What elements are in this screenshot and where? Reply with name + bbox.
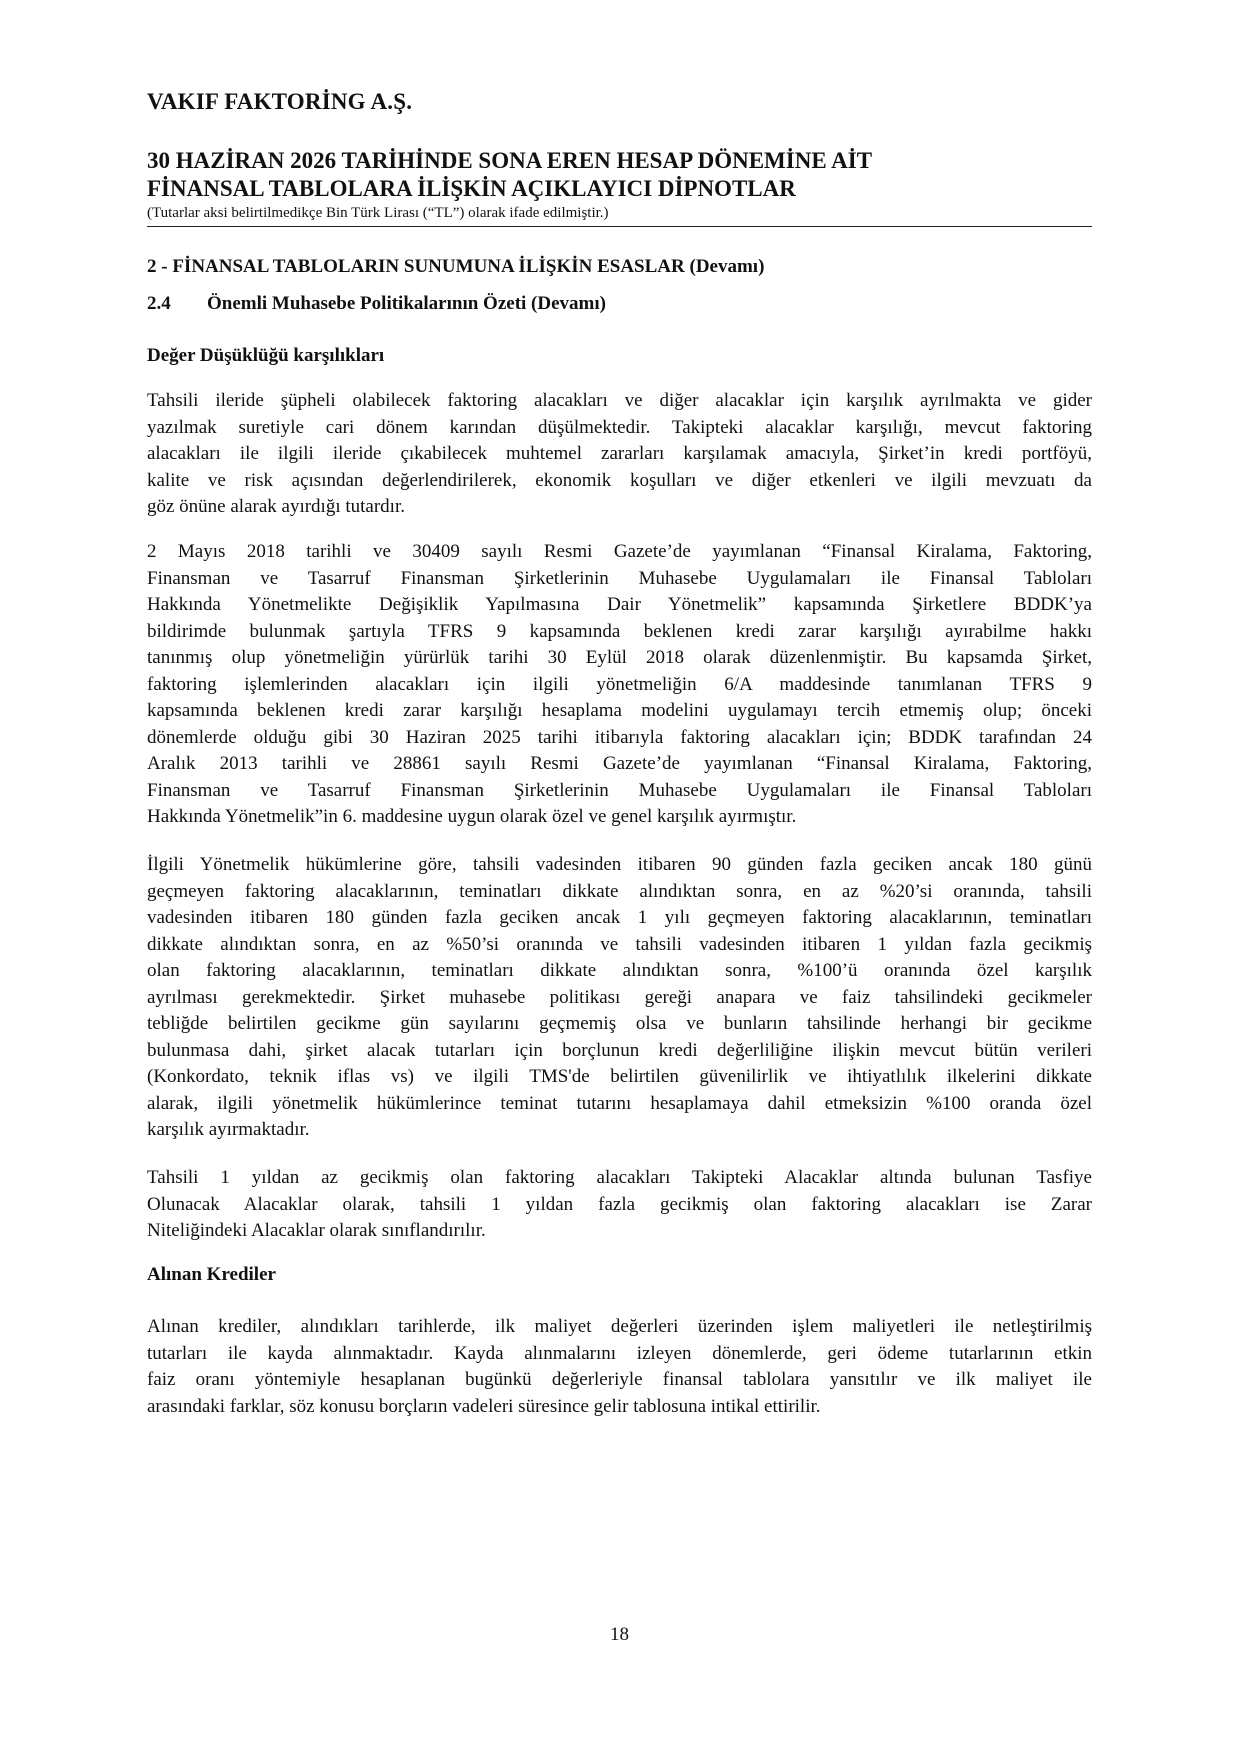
- paragraph-line: 2 Mayıs 2018 tarihli ve 30409 sayılı Resmi Gazete’de yayımlanan “Finansal Kiralama, Faktoring,: [147, 541, 1092, 562]
- paragraph-line: faiz oranı yöntemiyle hesaplanan bugünkü değerleriyle finansal tablolara yansıtılır ve ilk maliyet ile: [147, 1369, 1092, 1390]
- paragraph-line: Alınan krediler, alındıkları tarihlerde, ilk maliyet değerleri üzerinden işlem maliyetleri ile netleştirilmiş: [147, 1316, 1092, 1337]
- paragraph-line: İlgili Yönetmelik hükümlerine göre, tahsili vadesinden itibaren 90 günden fazla geciken ancak 180 günü: [147, 854, 1092, 875]
- paragraph-line: karşılık ayırmaktadır.: [147, 1119, 310, 1140]
- paragraph-line: Hakkında Yönetmelikte Değişiklik Yapılmasına Dair Yönetmelik” kapsamında Şirketlere BDDK’ya: [147, 594, 1092, 615]
- report-title-line2: FİNANSAL TABLOLARA İLİŞKİN AÇIKLAYICI DİPNOTLAR: [147, 176, 796, 201]
- paragraph-line: Tahsili 1 yıldan az gecikmiş olan faktoring alacakları Takipteki Alacaklar altında bulunan Tasfiye: [147, 1167, 1092, 1188]
- subsection-number: 2.4: [147, 293, 171, 314]
- paragraph-line: dikkate alındıktan sonra, en az %50’si oranında ve tahsili vadesinden itibaren 1 yıldan fazla gecikmiş: [147, 933, 1092, 955]
- paragraph-line: Aralık 2013 tarihli ve 28861 sayılı Resmi Gazete’de yayımlanan “Finansal Kiralama, Faktoring,: [147, 753, 1092, 774]
- loans-paragraph-1: [147, 1314, 1092, 1420]
- paragraph-line: Finansman ve Tasarruf Finansman Şirketlerinin Muhasebe Uygulamaları ile Finansal Tabloları: [147, 567, 1092, 589]
- paragraph-line: (Konkordato, teknik iflas vs) ve ilgili TMS'de belirtilen güvenilirlik ve ihtiyatlılık ilkelerini dikkate: [147, 1066, 1092, 1087]
- impairment-paragraph-4: [147, 1165, 1092, 1245]
- report-title-line1: 30 HAZİRAN 2026 TARİHİNDE SONA EREN HESAP DÖNEMİNE AİT: [147, 148, 873, 173]
- paragraph-line: Hakkında Yönetmelik”in 6. maddesine uygun olarak özel ve genel karşılık ayırmıştır.: [147, 806, 797, 827]
- paragraph-line: tebliğde belirtilen gecikme gün sayılarını geçmemiş olsa ve bunların tahsilinde herhangi bir gecikme: [147, 1013, 1092, 1034]
- page-number: 18: [610, 1624, 629, 1645]
- paragraph-line: dönemlerde olduğu gibi 30 Haziran 2025 tarihi itibarıyla faktoring alacakları için; BDDK tarafından 24: [147, 726, 1092, 748]
- paragraph-line: bulunmasa dahi, şirket alacak tutarları için borçlunun kredi değerliliğine ilişkin mevcut bütün verileri: [147, 1039, 1092, 1061]
- subsection-label: Önemli Muhasebe Politikalarının Özeti (Devamı): [207, 293, 606, 314]
- paragraph-line: vadesinden itibaren 180 günden fazla geciken ancak 1 yılı geçmeyen faktoring alacaklarının, teminatları: [147, 907, 1092, 928]
- impairment-paragraph-1: [147, 388, 1092, 521]
- impairment-paragraph-3: [147, 852, 1092, 1144]
- impairment-heading: Değer Düşüklüğü karşılıkları: [147, 345, 385, 366]
- paragraph-line: Niteliğindeki Alacaklar olarak sınıflandırılır.: [147, 1220, 486, 1241]
- paragraph-line: Finansman ve Tasarruf Finansman Şirketlerinin Muhasebe Uygulamaları ile Finansal Tabloları: [147, 779, 1092, 801]
- paragraph-line: kalite ve risk açısından değerlendirilerek, ekonomik koşulları ve diğer etkenleri ve ilgili mevzuatı da: [147, 469, 1092, 491]
- paragraph-line: Tahsili ileride şüpheli olabilecek faktoring alacakları ve diğer alacaklar için karşılık ayrılmakta ve gider: [147, 390, 1092, 411]
- paragraph-line: kapsamında beklenen kredi zarar karşılığı hesaplama modelini uygulamayı tercih etmemiş olup; önceki: [147, 700, 1092, 721]
- loans-heading: Alınan Krediler: [147, 1264, 276, 1285]
- paragraph-line: ayrılması gerekmektedir. Şirket muhasebe politikası gereği anapara ve faiz tahsilindeki gecikmeler: [147, 986, 1092, 1008]
- currency-note: (Tutarlar aksi belirtilmedikçe Bin Türk Lirası (“TL”) olarak ifade edilmiştir.): [147, 205, 609, 221]
- paragraph-line: faktoring işlemlerinden alacakları için ilgili yönetmeliğin 6/A maddesinde tanımlanan TFRS 9: [147, 673, 1092, 695]
- paragraph-line: Olunacak Alacaklar olarak, tahsili 1 yıldan fazla gecikmiş olan faktoring alacakları ise Zarar: [147, 1193, 1092, 1215]
- paragraph-line: alacakları ile ilgili ileride çıkabilecek muhtemel zararları karşılamak amacıyla, Şirket’in kredi portföyü,: [147, 443, 1092, 464]
- company-name: VAKIF FAKTORİNG A.Ş.: [147, 89, 413, 114]
- paragraph-line: olan faktoring alacaklarının, teminatları dikkate alındıktan sonra, %100’ü oranında özel karşılık: [147, 960, 1092, 981]
- subsection-title: [147, 293, 606, 315]
- paragraph-line: tutarları ile kayda alınmaktadır. Kayda alınmalarını izleyen dönemlerde, geri ödeme tutarlarının etkin: [147, 1342, 1092, 1364]
- paragraph-line: geçmeyen faktoring alacaklarının, teminatları dikkate alındıktan sonra, en az %20’si oranında, tahsili: [147, 880, 1092, 902]
- paragraph-line: bildirimde bulunmak şartıyla TFRS 9 kapsamında beklenen kredi zarar karşılığı ayırabilme hakkı: [147, 620, 1092, 642]
- paragraph-line: göz önüne alarak ayırdığı tutardır.: [147, 496, 405, 517]
- paragraph-line: alarak, ilgili yönetmelik hükümlerince teminat tutarını hesaplamaya dahil etmeksizin %100 oranda özel: [147, 1092, 1092, 1114]
- paragraph-line: yazılmak suretiyle cari dönem karından düşülmektedir. Takipteki alacaklar karşılığı, mevcut faktoring: [147, 416, 1092, 438]
- section-title: 2 - FİNANSAL TABLOLARIN SUNUMUNA İLİŞKİN ESASLAR (Devamı): [147, 256, 765, 277]
- paragraph-line: arasındaki farklar, söz konusu borçların vadeleri süresince gelir tablosuna intikal ettirilir.: [147, 1395, 821, 1417]
- paragraph-line: tanınmış olup yönetmeliğin yürürlük tarihi 30 Eylül 2018 olarak düzenlenmiştir. Bu kapsamda Şirket,: [147, 647, 1092, 668]
- impairment-paragraph-2: [147, 539, 1092, 831]
- header-divider: [147, 226, 1092, 227]
